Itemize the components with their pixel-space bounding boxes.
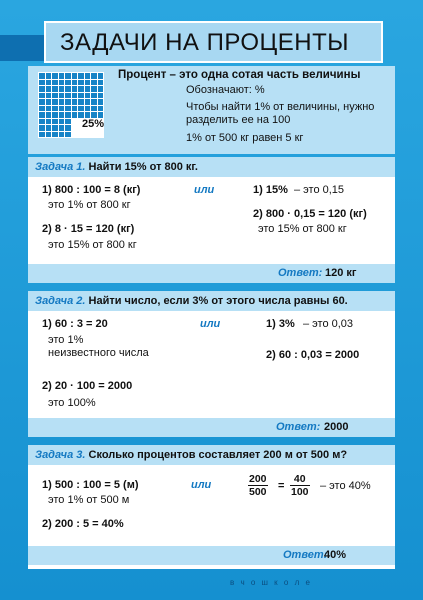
grid-cell (72, 112, 78, 118)
grid-cell (39, 93, 45, 99)
grid-cell (59, 125, 65, 131)
grid-cell (65, 132, 71, 138)
answer-label: Ответ: (283, 549, 328, 561)
grid-cell (65, 80, 71, 86)
grid-cell (65, 119, 71, 125)
step: 1) 500 : 100 = 5 (м) (42, 479, 139, 491)
fraction-note: – это 40% (320, 480, 371, 492)
grid-cell (46, 86, 52, 92)
grid-cell (52, 132, 58, 138)
task-header (28, 291, 395, 311)
or-label: или (200, 318, 221, 330)
grid-cell (46, 99, 52, 105)
task-card-3 (28, 445, 395, 569)
page-title: ЗАДАЧИ НА ПРОЦЕНТЫ (60, 29, 350, 56)
grid-cell (39, 106, 45, 112)
fraction-denominator: 100 (291, 486, 309, 498)
grid-cell (59, 119, 65, 125)
symbol-note: Обозначают: % (186, 84, 265, 96)
answer-bar (28, 264, 395, 283)
grid-cell (65, 93, 71, 99)
step-note: это 1% от 800 кг (48, 199, 131, 211)
grid-cell (46, 119, 52, 125)
grid-cell (91, 80, 97, 86)
grid-cell (98, 86, 104, 92)
task-number: Задача 1. (35, 161, 86, 173)
answer-label: Ответ: (276, 421, 321, 433)
grid-cell (65, 73, 71, 79)
grid-cell (78, 106, 84, 112)
grid-cell (65, 99, 71, 105)
alt-step: 2) 60 : 0,03 = 2000 (266, 349, 360, 361)
grid-cell (39, 132, 45, 138)
grid-cell (72, 132, 78, 138)
step-note: это 15% от 800 кг (48, 239, 137, 251)
or-label: или (194, 184, 215, 196)
grid-cell (78, 112, 84, 118)
alt-step-note: это 15% от 800 кг (258, 223, 347, 235)
grid-cell (52, 99, 58, 105)
grid-cell (98, 132, 104, 138)
task-card-2 (28, 291, 395, 437)
grid-cell (59, 80, 65, 86)
grid-cell (52, 73, 58, 79)
fraction-numerator: 40 (290, 473, 310, 486)
step-note: это 100% (48, 397, 96, 409)
task-card-1 (28, 157, 395, 283)
alt-step-note: – это 0,15 (294, 184, 345, 196)
grid-cell (59, 112, 65, 118)
grid-cell (91, 99, 97, 105)
alt-step: 1) 3% (266, 318, 295, 330)
grid-cell (59, 132, 65, 138)
answer-value: 120 кг (325, 267, 357, 279)
grid-cell (98, 99, 104, 105)
grid-cell (39, 99, 45, 105)
task-number: Задача 2. (35, 295, 86, 307)
answer-value: 40% (324, 549, 347, 561)
step-note: это 1% (48, 334, 84, 346)
or-label: или (191, 479, 212, 491)
grid-cell (72, 86, 78, 92)
answer-bar (28, 418, 395, 437)
grid-cell (52, 80, 58, 86)
grid-cell (52, 112, 58, 118)
grid-label: 25% (82, 118, 105, 130)
grid-cell (78, 93, 84, 99)
grid-cell (98, 112, 104, 118)
grid-cell (39, 73, 45, 79)
grid-cell (85, 106, 91, 112)
grid-cell (98, 80, 104, 86)
grid-cell (46, 73, 52, 79)
grid-cell (91, 73, 97, 79)
grid-cell (39, 112, 45, 118)
grid-cell (98, 73, 104, 79)
grid-cell (98, 93, 104, 99)
grid-cell (72, 73, 78, 79)
grid-cell (39, 86, 45, 92)
grid-cell (78, 132, 84, 138)
task-header (28, 157, 395, 177)
grid-cell (85, 93, 91, 99)
grid-cell (78, 80, 84, 86)
grid-cell (65, 86, 71, 92)
task-text: Сколько процентов составляет 200 м от 500 м? (88, 449, 348, 461)
grid-cell (91, 86, 97, 92)
grid-cell (59, 99, 65, 105)
answer-bar (28, 546, 395, 565)
grid-cell (46, 132, 52, 138)
step: 2) 8 · 15 = 120 (кг) (42, 223, 135, 235)
grid-cell (52, 106, 58, 112)
grid-cell (72, 80, 78, 86)
grid-cell (59, 93, 65, 99)
title-bar (44, 21, 383, 63)
task-header (28, 445, 395, 465)
grid-cell (52, 86, 58, 92)
grid-cell (85, 73, 91, 79)
grid-cell (72, 93, 78, 99)
fraction-numerator: 200 (249, 473, 267, 485)
grid-cell (39, 80, 45, 86)
definition: Процент – это одна сотая часть величины (118, 69, 361, 81)
grid-cell (59, 106, 65, 112)
grid-cell (52, 119, 58, 125)
grid-cell (39, 119, 45, 125)
fraction-40-100 (290, 473, 310, 498)
rule-text: Чтобы найти 1% от величины, нужно разделить ее на 100 (186, 101, 375, 126)
step: 2) 200 : 5 = 40% (42, 518, 124, 530)
grid-cell (91, 106, 97, 112)
grid-cell (91, 132, 97, 138)
grid-cell (85, 86, 91, 92)
grid-cell (78, 73, 84, 79)
grid-cell (72, 106, 78, 112)
grid-cell (52, 93, 58, 99)
intro-block (28, 66, 395, 154)
step-note: это 1% от 500 м (48, 494, 130, 506)
grid-cell (52, 125, 58, 131)
grid-cell (46, 80, 52, 86)
example-text: 1% от 500 кг равен 5 кг (186, 132, 304, 144)
grid-cell (72, 125, 78, 131)
grid-cell (85, 99, 91, 105)
task-text: Найти число, если 3% от этого числа равны 60. (88, 295, 348, 307)
alt-step: 1) 15% (253, 184, 288, 196)
grid-cell (59, 86, 65, 92)
task-number: Задача 3. (35, 449, 86, 461)
grid-cell (85, 112, 91, 118)
publisher-mark: в ч о ш к о л е (230, 578, 312, 587)
step-note: неизвестного числа (48, 347, 149, 359)
grid-cell (98, 106, 104, 112)
task-text: Найти 15% от 800 кг. (88, 161, 198, 173)
grid-cell (91, 112, 97, 118)
answer-value: 2000 (324, 421, 349, 433)
accent-strip (0, 35, 44, 61)
step: 1) 60 : 3 = 20 (42, 318, 108, 330)
grid-cell (46, 112, 52, 118)
grid-cell (85, 80, 91, 86)
grid-cell (65, 112, 71, 118)
grid-cell (72, 119, 78, 125)
step: 2) 20 · 100 = 2000 (42, 380, 133, 392)
answer-label: Ответ: (278, 267, 323, 279)
grid-cell (39, 125, 45, 131)
grid-cell (78, 99, 84, 105)
grid-cell (91, 93, 97, 99)
grid-cell (59, 73, 65, 79)
grid-cell (46, 106, 52, 112)
alt-step: 2) 800 · 0,15 = 120 (кг) (253, 208, 367, 220)
grid-cell (65, 125, 71, 131)
step: 1) 800 : 100 = 8 (кг) (42, 184, 141, 196)
grid-cell (85, 132, 91, 138)
equals-sign: = (278, 480, 285, 492)
fraction-denominator: 500 (249, 486, 267, 498)
grid-cell (65, 106, 71, 112)
grid-cell (46, 125, 52, 131)
fraction-200-500 (248, 473, 268, 498)
grid-cell (46, 93, 52, 99)
grid-cell (72, 99, 78, 105)
alt-step-note: – это 0,03 (303, 318, 354, 330)
grid-cell (78, 86, 84, 92)
